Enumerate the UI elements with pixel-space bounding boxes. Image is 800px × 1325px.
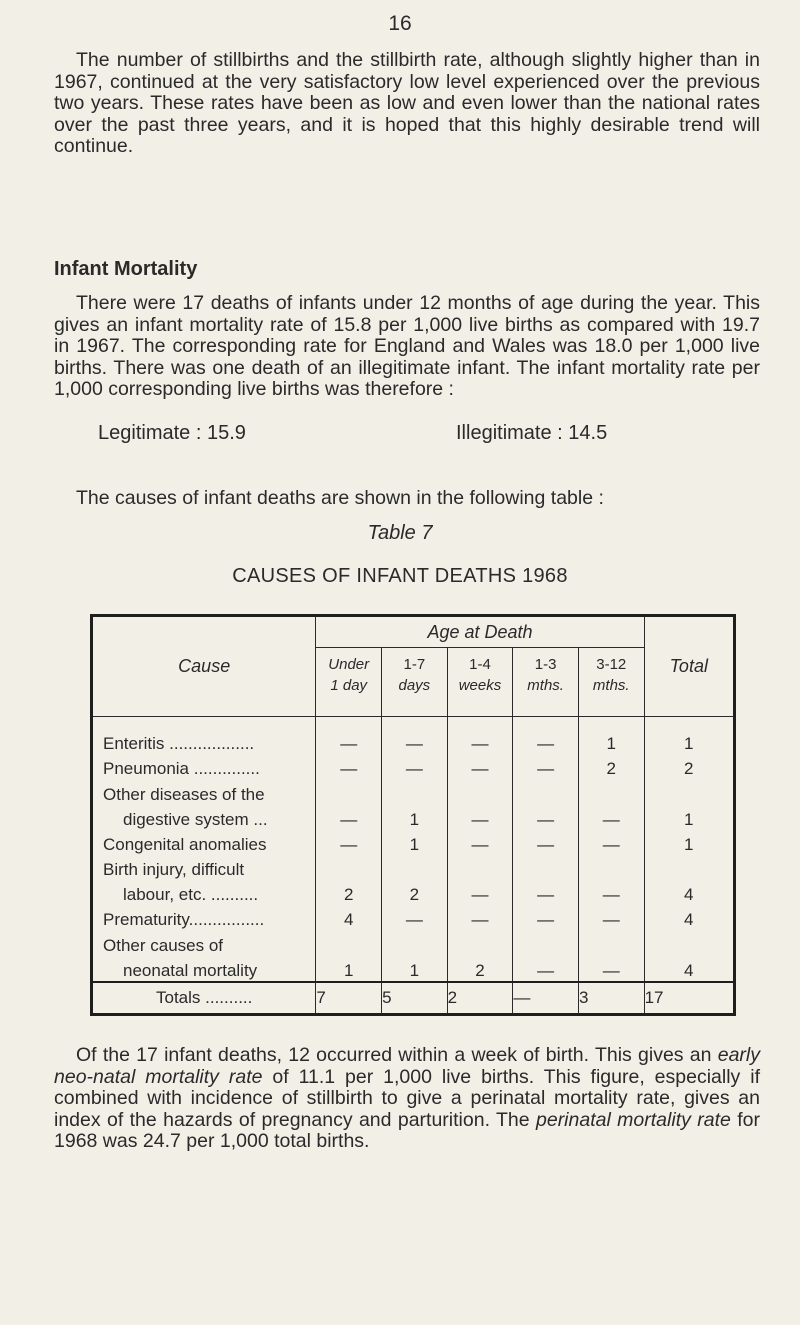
table-cell	[513, 855, 579, 880]
table-cell: —	[447, 754, 513, 779]
table-cell: —	[578, 805, 644, 830]
table-cell: —	[382, 717, 448, 755]
table-cell: —	[513, 805, 579, 830]
cause-label: labour, etc. ..........	[123, 885, 259, 905]
table-cell: —	[578, 905, 644, 930]
column-header: Under 1 day	[316, 648, 382, 717]
column-header: 3-12 mths.	[578, 648, 644, 717]
table-cell: —	[382, 905, 448, 930]
table-label: Table 7	[367, 522, 433, 544]
stillbirth-paragraph: The number of stillbirths and the stillbirth rate, although slightly higher than in 1967, continued at the very satisfactory low level experienced over the previous two years. These rates have been as low and even lower than the national rates over the past three years, and it is hoped that this highly desirable trend will continue.	[54, 49, 760, 157]
table-cell: —	[513, 880, 579, 905]
emphasis: perinatal mortality rate	[536, 1108, 731, 1131]
causes-table-container	[90, 614, 736, 1016]
table-cell: 1	[382, 956, 448, 983]
cause-label: Other causes of	[103, 935, 224, 955]
row-total: 2	[644, 754, 734, 779]
table-row	[92, 805, 735, 830]
table-cell	[316, 855, 382, 880]
age-at-death-header: Age at Death	[316, 616, 644, 648]
column-header: 1-4 weeks	[447, 648, 513, 717]
table-cell: —	[316, 717, 382, 755]
table-cell	[382, 779, 448, 804]
table-cell: 7	[316, 982, 382, 1015]
table-cell	[382, 930, 448, 955]
table-cell: —	[447, 880, 513, 905]
row-total: 1	[644, 717, 734, 755]
row-total: 4	[644, 956, 734, 983]
table-cell: —	[447, 905, 513, 930]
table-row	[92, 855, 735, 880]
table-cell: —	[513, 956, 579, 983]
totals-row	[92, 982, 735, 1015]
table-cell	[447, 930, 513, 955]
row-total: 1	[644, 805, 734, 830]
cause-label: Congenital anomalies	[103, 834, 267, 854]
cause-label: Enteritis ..................	[103, 734, 255, 754]
neonatal-paragraph: Of the 17 infant deaths, 12 occurred within a week of birth. This gives an early neo-natal mortality rate of 11.1 per 1,000 live births. This figure, especially if combined with incidence of stillbirth to give a perinatal mortality rate, gives an index of the hazards of pregnancy and parturition. The perinatal mortality rate for 1968 was 24.7 per 1,000 total births.	[54, 1044, 760, 1152]
table-row	[92, 754, 735, 779]
total-header: Total	[644, 616, 734, 717]
table-cell: —	[447, 717, 513, 755]
table-cell	[578, 930, 644, 955]
emphasis: early neo-natal mortality rate	[54, 1044, 760, 1088]
table-cell: 1	[316, 956, 382, 983]
cause-label: neonatal mortality	[123, 961, 258, 980]
totals-label: Totals ..........	[92, 982, 316, 1015]
table-cell: 1	[382, 805, 448, 830]
table-row	[92, 880, 735, 905]
table-intro: The causes of infant deaths are shown in the following table :	[76, 487, 604, 509]
table-title: CAUSES OF INFANT DEATHS 1968	[232, 565, 568, 587]
table-cell: —	[447, 830, 513, 855]
page-number: 16	[388, 12, 412, 35]
infant-mortality-paragraph: There were 17 deaths of infants under 12 months of age during the year. This gives an infant mortality rate of 15.8 per 1,000 live births as compared with 19.7 in 1967. The corresponding rate for England and Wales was 18.0 per 1,000 live births. There was one death of an illegitimate infant. The infant mortality rate per 1,000 corresponding live births was therefore :	[54, 292, 760, 400]
table-cell: —	[513, 830, 579, 855]
table-row	[92, 830, 735, 855]
table-cell: 1	[382, 830, 448, 855]
table-cell: —	[447, 805, 513, 830]
table-cell	[316, 779, 382, 804]
row-total: 4	[644, 905, 734, 930]
table-cell	[382, 855, 448, 880]
table-cell: 3	[578, 982, 644, 1015]
causes-table	[90, 614, 736, 1016]
row-total	[644, 779, 734, 804]
table-cell: —	[316, 805, 382, 830]
table-cell	[447, 779, 513, 804]
table-cell	[578, 779, 644, 804]
table-cell: 2	[447, 956, 513, 983]
row-total	[644, 855, 734, 880]
table-cell: —	[382, 754, 448, 779]
cause-header: Cause	[178, 656, 231, 676]
table-cell: 2	[316, 880, 382, 905]
section-heading: Infant Mortality	[54, 258, 198, 280]
cause-label: Prematurity................	[103, 910, 265, 930]
illegitimate-rate: Illegitimate : 14.5	[456, 422, 608, 444]
cause-label: Other diseases of the	[103, 784, 265, 804]
grand-total: 17	[644, 982, 734, 1015]
table-cell: —	[513, 905, 579, 930]
table-cell: 5	[382, 982, 448, 1015]
table-cell	[316, 930, 382, 955]
table-cell	[513, 779, 579, 804]
table-cell: —	[316, 754, 382, 779]
row-total: 1	[644, 830, 734, 855]
cause-label: Birth injury, difficult	[103, 860, 245, 880]
legitimate-rate: Legitimate : 15.9	[98, 422, 246, 444]
table-cell: —	[513, 982, 579, 1015]
table-cell: —	[578, 880, 644, 905]
cause-label: Pneumonia ..............	[103, 759, 260, 779]
row-total: 4	[644, 880, 734, 905]
table-cell	[513, 930, 579, 955]
cause-label: digestive system ...	[123, 809, 268, 829]
table-cell: —	[316, 830, 382, 855]
table-cell	[447, 855, 513, 880]
table-cell: 2	[578, 754, 644, 779]
table-cell: —	[578, 830, 644, 855]
table-row	[92, 717, 735, 755]
table-cell	[578, 855, 644, 880]
table-row	[92, 930, 735, 955]
table-row	[92, 779, 735, 804]
table-cell: 2	[382, 880, 448, 905]
row-total	[644, 930, 734, 955]
table-cell: —	[578, 956, 644, 983]
table-cell: 4	[316, 905, 382, 930]
column-header: 1-7 days	[382, 648, 448, 717]
table-cell: —	[513, 717, 579, 755]
table-row	[92, 956, 735, 983]
table-cell: 2	[447, 982, 513, 1015]
table-cell: —	[513, 754, 579, 779]
table-row	[92, 905, 735, 930]
table-cell: 1	[578, 717, 644, 755]
column-header: 1-3 mths.	[513, 648, 579, 717]
